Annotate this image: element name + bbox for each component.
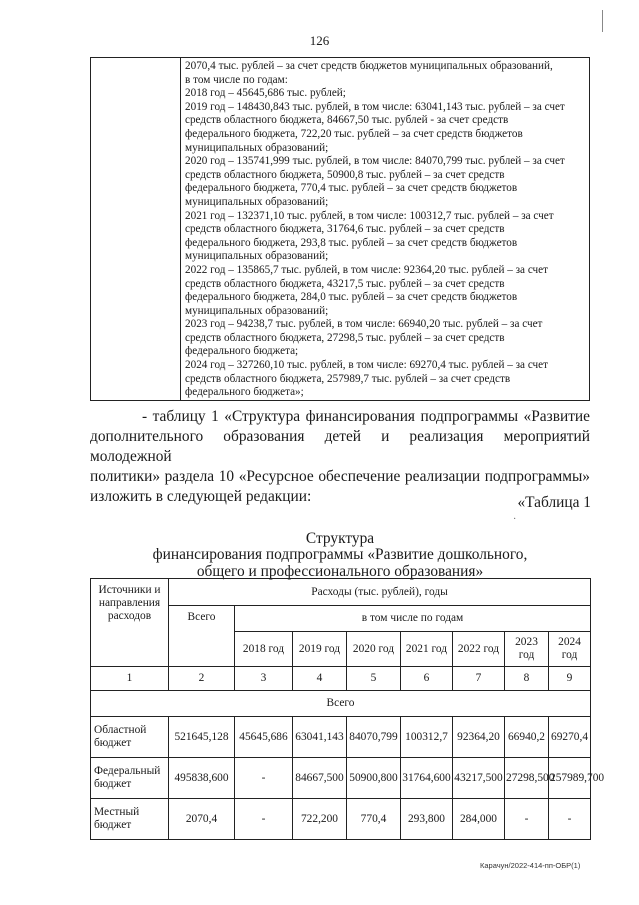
continuation-line: в том числе по годам: [185, 73, 288, 86]
table-row [91, 758, 591, 799]
column-number: 6 [401, 667, 453, 691]
column-number: 8 [505, 667, 549, 691]
table-cell: 66940,2 [505, 717, 549, 758]
column-number: 4 [293, 667, 347, 691]
continuation-line: средств областного бюджета, 43217,5 тыс. рублей – за счет средств [185, 277, 505, 290]
table-cell: 43217,500 [453, 758, 505, 799]
paragraph-line: изложить в следующей редакции: [90, 488, 312, 505]
continuation-line: федерального бюджета»; [185, 386, 304, 399]
table-cell: 69270,4 [549, 717, 591, 758]
continuation-line: 2020 год – 135741,999 тыс. рублей, в том числе: 84070,799 тыс. рублей – за счет [185, 155, 565, 168]
table-cell: 495838,600 [169, 758, 235, 799]
column-number: 5 [347, 667, 401, 691]
paragraph-line: - таблицу 1 «Структура финансирования подпрограммы «Развитие [142, 408, 590, 425]
continuation-text-cell [181, 58, 590, 401]
table-cell: 2070,4 [169, 799, 235, 840]
continuation-line: 2070,4 тыс. рублей – за счет средств бюджетов муниципальных образований, [185, 60, 553, 72]
continuation-line: средств областного бюджета, 50900,8 тыс. рублей – за счет средств [185, 168, 505, 181]
continuation-line: средств областного бюджета, 84667,50 тыс. рублей - за счет средств [185, 114, 509, 127]
year-header: 2021 год [401, 632, 453, 667]
table-cell: 84070,799 [347, 717, 401, 758]
continuation-line: федерального бюджета, 284,0 тыс. рублей – за счет средств бюджетов [185, 291, 518, 304]
continuation-left-cell [91, 58, 181, 401]
scan-dot-mark: · [513, 514, 517, 525]
column-number: 1 [91, 667, 169, 691]
continuation-line: 2022 год – 135865,7 тыс. рублей, в том числе: 92364,20 тыс. рублей – за счет [185, 263, 549, 276]
total-header: Всего [169, 606, 235, 667]
column-number: 9 [549, 667, 591, 691]
table-cell: 770,4 [347, 799, 401, 840]
table-cell: - [549, 799, 591, 840]
expenses-header: Расходы (тыс. рублей), годы [169, 579, 591, 606]
sources-header: Источники и направления расходов [91, 579, 169, 667]
table-row [91, 717, 591, 758]
continuation-line: федерального бюджета; [185, 345, 299, 358]
table-title-line3: общего и профессионального образования» [196, 563, 484, 580]
row-label: Местный бюджет [91, 799, 169, 840]
table-cell: 521645,128 [169, 717, 235, 758]
year-header: 2019 год [293, 632, 347, 667]
footer-code: Карачун/2022-414-пп-ОБР(1) [480, 861, 581, 870]
year-header: 2018 год [235, 632, 293, 667]
table-label: «Таблица 1 [517, 494, 591, 511]
financing-table [90, 578, 605, 840]
column-number: 2 [169, 667, 235, 691]
page-number: 126 [309, 33, 330, 48]
table-cell: 31764,600 [401, 758, 453, 799]
year-header: 2022 год [453, 632, 505, 667]
continuation-line: средств областного бюджета, 257989,7 тыс. рублей – за счет средств [185, 372, 511, 385]
continuation-line: 2021 год – 132371,10 тыс. рублей, в том числе: 100312,7 тыс. рублей – за счет [185, 209, 554, 222]
continuation-line: 2019 год – 148430,843 тыс. рублей, в том числе: 63041,143 тыс. рублей – за счет [185, 100, 565, 113]
year-header: 2020 год [347, 632, 401, 667]
continuation-line: муниципальных образований; [185, 141, 329, 154]
table-cell: 257989,700 [549, 758, 591, 799]
year-header: 2023 год [505, 632, 549, 667]
continuation-line: средств областного бюджета, 27298,5 тыс. рублей – за счет средств [185, 331, 505, 344]
year-header: 2024 год [549, 632, 591, 667]
continuation-line: федерального бюджета, 770,4 тыс. рублей – за счет средств бюджетов [185, 182, 518, 195]
table-cell: 50900,800 [347, 758, 401, 799]
table-cell: 92364,20 [453, 717, 505, 758]
continuation-line: муниципальных образований; [185, 250, 329, 263]
continuation-line: федерального бюджета, 293,8 тыс. рублей – за счет средств бюджетов [185, 236, 518, 249]
continuation-line: 2024 год – 327260,10 тыс. рублей, в том числе: 69270,4 тыс. рублей – за счет [185, 359, 549, 372]
paragraph-line: дополнительного образования детей и реализация мероприятий молодежной [90, 428, 590, 465]
table-cell: 45645,686 [235, 717, 293, 758]
continuation-table [90, 57, 590, 401]
table-cell: 722,200 [293, 799, 347, 840]
continuation-line: средств областного бюджета, 31764,6 тыс. рублей – за счет средств [185, 223, 505, 236]
table-cell: 63041,143 [293, 717, 347, 758]
continuation-line: муниципальных образований; [185, 304, 329, 317]
paragraph-line: политики» раздела 10 «Ресурсное обеспечение реализации подпрограммы» [90, 468, 590, 485]
table-row [91, 799, 591, 840]
amendment-paragraph [90, 407, 590, 507]
table-title-line2: финансирования подпрограммы «Развитие дошкольного, [152, 546, 528, 563]
table-cell: - [235, 758, 293, 799]
continuation-line: 2018 год – 45645,686 тыс. рублей; [185, 87, 346, 100]
continuation-line: федерального бюджета, 722,20 тыс. рублей – за счет средств бюджетов [185, 127, 523, 140]
table-cell: 84667,500 [293, 758, 347, 799]
column-number: 7 [453, 667, 505, 691]
table-cell: 284,000 [453, 799, 505, 840]
table-title-line1: Структура [305, 530, 375, 547]
scan-corner-mark [602, 10, 603, 32]
table-cell: - [235, 799, 293, 840]
table-cell: - [505, 799, 549, 840]
continuation-line: муниципальных образований; [185, 195, 329, 208]
column-number: 3 [235, 667, 293, 691]
section-title: Всего [91, 691, 591, 717]
row-label: Областной бюджет [91, 717, 169, 758]
table-cell: 293,800 [401, 799, 453, 840]
table-cell: 100312,7 [401, 717, 453, 758]
by-years-header: в том числе по годам [235, 606, 591, 632]
table-cell: 27298,500 [505, 758, 549, 799]
row-label: Федеральный бюджет [91, 758, 169, 799]
continuation-line: 2023 год – 94238,7 тыс. рублей, в том числе: 66940,20 тыс. рублей – за счет [185, 318, 543, 331]
